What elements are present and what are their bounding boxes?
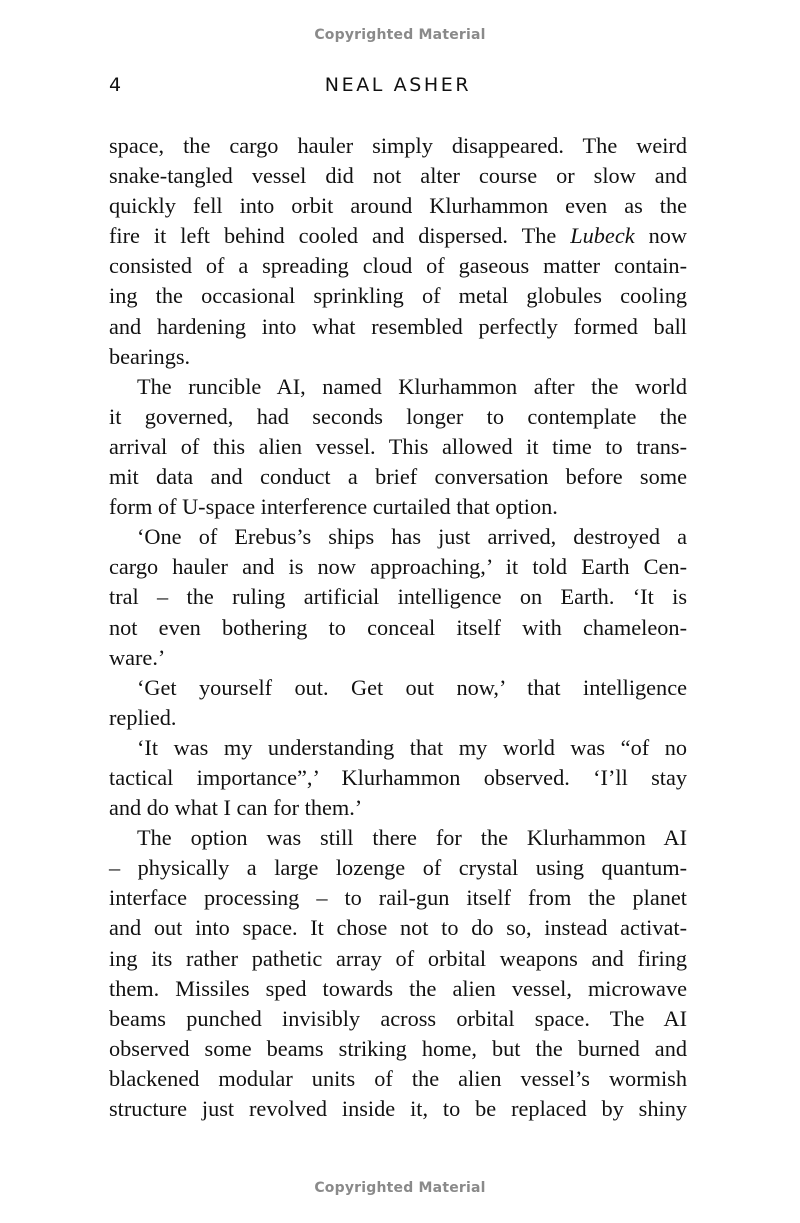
- text-line: structure just revolved inside it, to be replaced by shiny: [109, 1096, 687, 1121]
- text-line: not even bothering to conceal itself with chameleon-: [109, 614, 687, 640]
- running-head: [109, 74, 687, 100]
- text-line-end: now: [648, 223, 688, 249]
- text-line: The runcible AI, named Klurhammon after the world: [137, 373, 687, 399]
- text-line: ing its rather pathetic array of orbital weapons and firing: [109, 945, 687, 971]
- text-line: mit data and conduct a brief conversation before some: [109, 464, 687, 490]
- text-line: cargo hauler and is now approaching,’ it told Earth Cen-: [109, 554, 687, 580]
- text-line: and do what I can for them.’: [109, 795, 363, 821]
- text-line: tactical importance”,’ Klurhammon observed. ‘I’ll stay: [109, 764, 687, 790]
- text-line: ware.’: [109, 644, 166, 670]
- text-line: beams punched invisibly across orbital space. The AI: [109, 1005, 687, 1031]
- text-line: space, the cargo hauler simply disappeared. The weird: [109, 133, 687, 158]
- text-line: replied.: [109, 704, 177, 730]
- text-line: ing the occasional sprinkling of metal globules cooling: [109, 283, 687, 309]
- text-line: ‘Get yourself out. Get out now,’ that intelligence: [137, 674, 687, 700]
- text-line: observed some beams striking home, but the burned and: [109, 1035, 687, 1061]
- text-line: interface processing – to rail-gun itself from the planet: [109, 885, 687, 911]
- text-line: form of U-space interference curtailed that option.: [109, 494, 558, 520]
- copyright-watermark-top: Copyrighted Material: [314, 27, 486, 43]
- text-line: blackened modular units of the alien vessel’s wormish: [109, 1065, 687, 1091]
- text-line: ‘It was my understanding that my world was “of no: [137, 734, 687, 760]
- text-line: bearings.: [109, 343, 191, 369]
- text-line-start: fire it left behind cooled and dispersed. The: [109, 223, 557, 249]
- text-line: – physically a large lozenge of crystal using quantum-: [109, 855, 687, 881]
- text-line: it governed, had seconds longer to contemplate the: [109, 403, 687, 429]
- text-line: ‘One of Erebus’s ships has just arrived, destroyed a: [137, 524, 687, 550]
- text-line: [109, 221, 687, 251]
- text-line: and out into space. It chose not to do so, instead activat-: [109, 915, 687, 941]
- text-line: quickly fell into orbit around Klurhammon even as the: [109, 193, 687, 219]
- text-line: snake-tangled vessel did not alter course or slow and: [109, 163, 687, 189]
- copyright-watermark-bottom: Copyrighted Material: [314, 1180, 486, 1196]
- text-line: and hardening into what resembled perfectly formed ball: [109, 313, 687, 339]
- page-number: 4: [109, 74, 122, 96]
- text-line: tral – the ruling artificial intelligence on Earth. ‘It is: [109, 584, 687, 610]
- body-text: [109, 131, 687, 1124]
- text-line: The option was still there for the Klurhammon AI: [137, 825, 687, 851]
- text-line: them. Missiles sped towards the alien vessel, microwave: [109, 975, 687, 1001]
- ship-name-lubeck: Lubeck: [570, 223, 635, 249]
- running-head-author: NEAL ASHER: [324, 74, 472, 96]
- text-line: consisted of a spreading cloud of gaseous matter contain-: [109, 253, 687, 279]
- text-line: arrival of this alien vessel. This allowed it time to trans-: [109, 433, 687, 459]
